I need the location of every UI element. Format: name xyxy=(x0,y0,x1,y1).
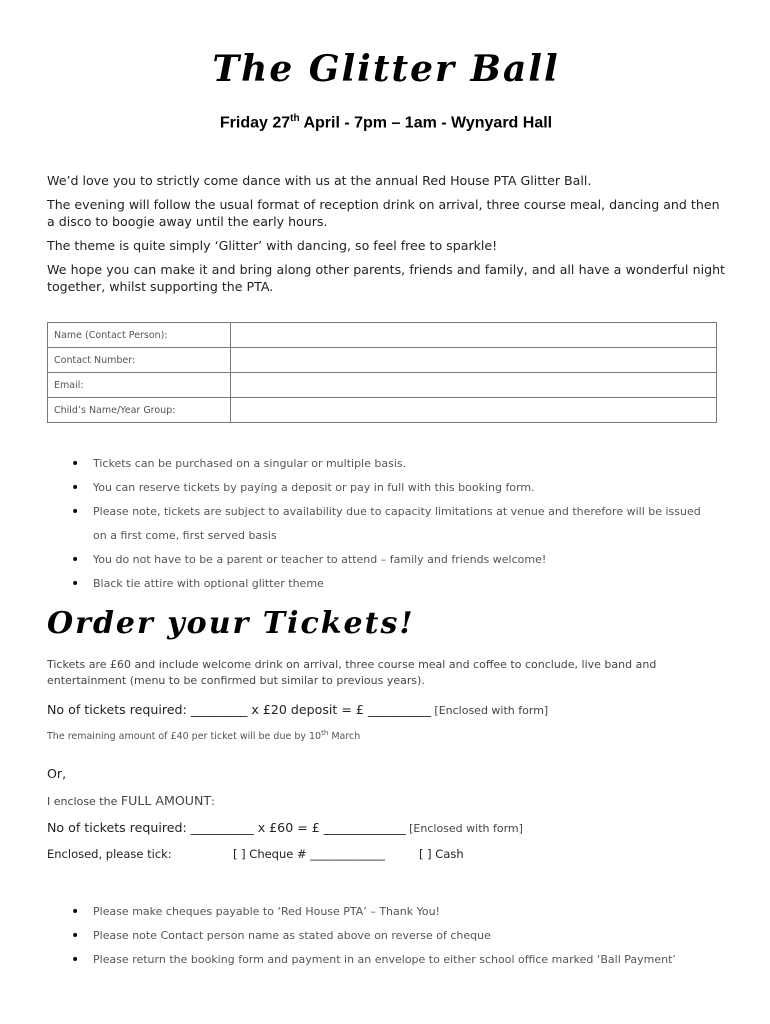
list-item xyxy=(47,452,707,476)
payment-bullet-list xyxy=(47,900,725,972)
deposit-enclosed-note: [Enclosed with form] xyxy=(430,704,549,717)
intro-text xyxy=(47,172,725,302)
table-row xyxy=(48,348,717,373)
bullet-icon: • xyxy=(71,904,80,920)
info-bullet-list xyxy=(47,452,707,596)
full-calculation: No of tickets required: __________ x £60 = £ _____________ xyxy=(47,820,406,835)
contact-details-table xyxy=(47,322,717,423)
contact-number-label: Contact Number: xyxy=(48,348,231,373)
event-date: Friday 27 xyxy=(219,114,291,132)
full-amount-line xyxy=(47,793,215,808)
email-field[interactable] xyxy=(231,373,717,398)
list-item xyxy=(47,476,707,500)
cash-option[interactable]: [ ] Cash xyxy=(419,847,464,861)
list-item-text: Please note Contact person name as stated above on reverse of cheque xyxy=(93,929,491,942)
list-item xyxy=(47,900,725,924)
remaining-note xyxy=(47,729,360,742)
bullet-icon: • xyxy=(71,552,80,568)
event-time-venue: April - 7pm – 1am - Wynyard Hall xyxy=(299,114,553,132)
bullet-icon: • xyxy=(71,576,80,592)
remaining-month: March xyxy=(328,731,361,743)
full-amount-caps: FULL AMOUNT xyxy=(120,793,212,808)
contact-number-field[interactable] xyxy=(231,348,717,373)
list-item-text: Tickets can be purchased on a singular or multiple basis. xyxy=(93,457,407,470)
bullet-icon: • xyxy=(71,504,80,520)
bullet-icon: • xyxy=(71,456,80,472)
full-enclosed-note: [Enclosed with form] xyxy=(405,822,523,835)
order-heading: Order your Tickets! xyxy=(47,606,415,641)
bullet-icon: • xyxy=(71,480,80,496)
list-item-text: Black tie attire with optional glitter theme xyxy=(93,577,324,590)
or-label: Or, xyxy=(47,766,67,781)
deposit-calculation: No of tickets required: _________ x £20 deposit = £ __________ xyxy=(47,702,431,717)
list-item-text: You can reserve tickets by paying a deposit or pay in full with this booking form. xyxy=(93,481,535,494)
deposit-line xyxy=(47,702,548,717)
bullet-icon: • xyxy=(71,952,80,968)
full-payment-line xyxy=(47,820,523,835)
child-name-label: Child’s Name/Year Group: xyxy=(48,398,231,423)
remaining-suffix: th xyxy=(321,729,329,737)
table-row xyxy=(48,373,717,398)
table-row xyxy=(48,323,717,348)
intro-paragraph: The theme is quite simply ‘Glitter’ with dancing, so feel free to sparkle! xyxy=(47,238,498,253)
name-label: Name (Contact Person): xyxy=(48,323,231,348)
list-item-text: Please make cheques payable to ‘Red House PTA’ – Thank You! xyxy=(93,905,440,918)
list-item xyxy=(47,948,725,972)
remaining-text: The remaining amount of £40 per ticket will be due by 10 xyxy=(47,731,322,743)
child-name-field[interactable] xyxy=(231,398,717,423)
event-details xyxy=(47,113,725,132)
intro-paragraph: The evening will follow the usual format of reception drink on arrival, three course meal, dancing and then a disco to boogie away until the early hours. xyxy=(47,197,720,229)
email-label: Email: xyxy=(48,373,231,398)
table-row xyxy=(48,398,717,423)
name-field[interactable] xyxy=(231,323,717,348)
intro-paragraph: We hope you can make it and bring along other parents, friends and family, and all have a wonderful night together, whilst supporting the PTA. xyxy=(47,262,725,294)
bullet-icon: • xyxy=(71,928,80,944)
list-item-text: You do not have to be a parent or teacher to attend – family and friends welcome! xyxy=(93,553,547,566)
list-item xyxy=(47,500,707,548)
tick-label: Enclosed, please tick: xyxy=(47,847,172,861)
date-suffix: th xyxy=(290,113,300,124)
cheque-option[interactable]: [ ] Cheque # _____________ xyxy=(233,847,386,861)
page-title: The Glitter Ball xyxy=(212,48,560,90)
intro-paragraph: We’d love you to strictly come dance with us at the annual Red House PTA Glitter Ball. xyxy=(47,173,592,188)
list-item-text: Please note, tickets are subject to availability due to capacity limitations at venue and therefore will be issued on a first come, first served basis xyxy=(93,505,701,542)
list-item xyxy=(47,572,707,596)
full-amount-prefix: I enclose the xyxy=(47,795,121,808)
order-description: Tickets are £60 and include welcome drink on arrival, three course meal and coffee to conclude, live band and entertainment (menu to be confirmed but similar to previous years). xyxy=(47,658,657,687)
full-amount-colon: : xyxy=(211,795,215,808)
list-item xyxy=(47,924,725,948)
list-item-text: Please return the booking form and payment in an envelope to either school office marked ‘Ball Payment’ xyxy=(93,953,676,966)
list-item xyxy=(47,548,707,572)
